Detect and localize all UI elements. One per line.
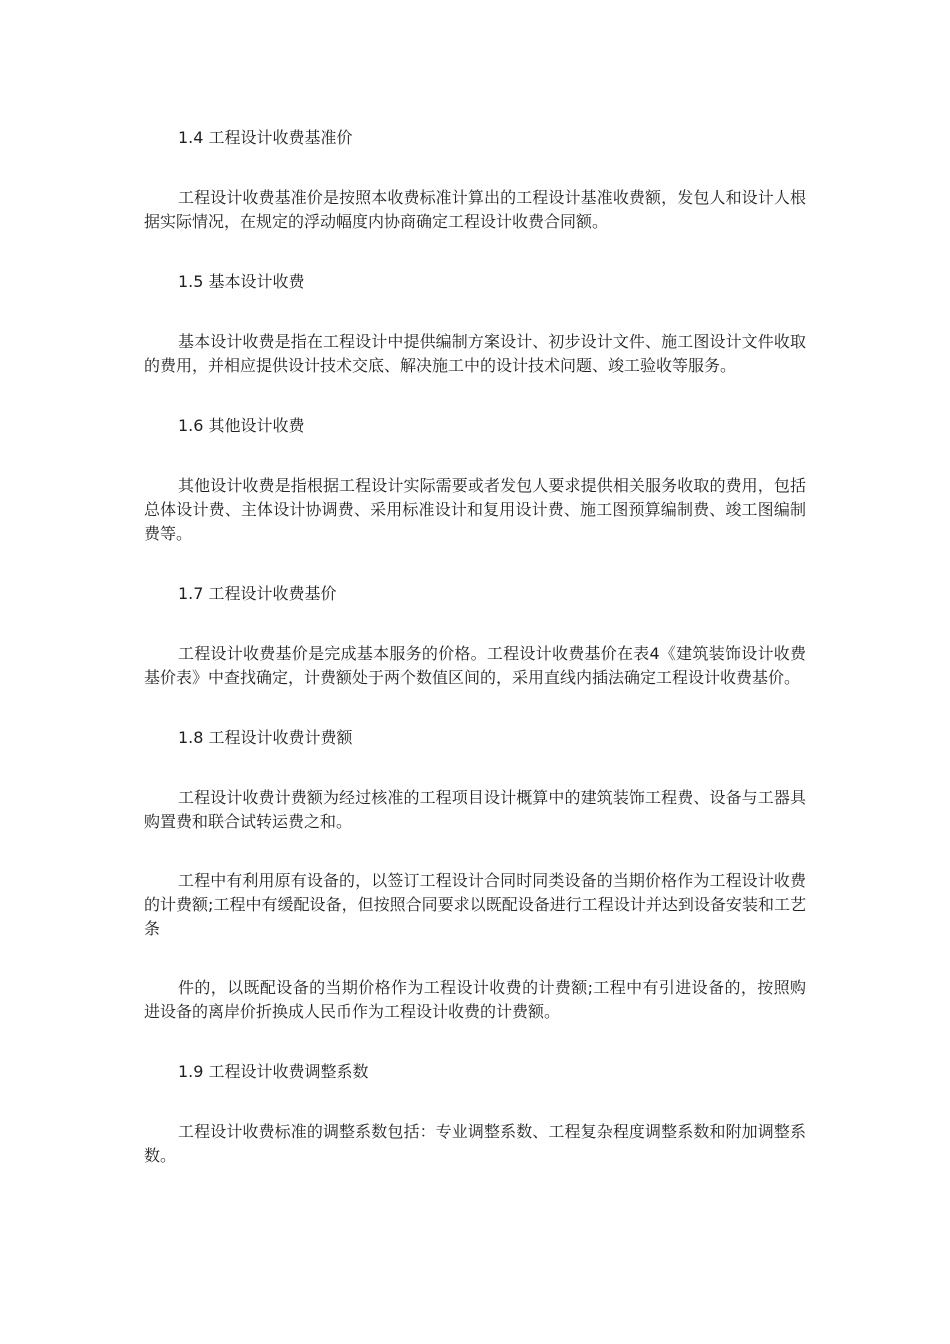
- paragraph-1-8-b: 工程中有利用原有设备的，以签订工程设计合同时同类设备的当期价格作为工程设计收费的计费额;工程中有缓配设备，但按照合同要求以既配设备进行工程设计并达到设备安装和工艺条: [144, 871, 806, 938]
- section-heading-1-5: 1.5 基本设计收费: [178, 272, 305, 291]
- section-heading-1-7: 1.7 工程设计收费基价: [178, 584, 337, 603]
- paragraph-1-9: 工程设计收费标准的调整系数包括：专业调整系数、工程复杂程度调整系数和附加调整系数。: [144, 1122, 806, 1165]
- section-heading-1-8: 1.8 工程设计收费计费额: [178, 728, 353, 747]
- document-page: [144, 126, 806, 1168]
- section-heading-1-9: 1.9 工程设计收费调整系数: [178, 1062, 369, 1081]
- paragraph-1-8-c: 件的，以既配设备的当期价格作为工程设计收费的计费额;工程中有引进设备的，按照购进设备的离岸价折换成人民币作为工程设计收费的计费额。: [144, 978, 806, 1021]
- paragraph-1-7: 工程设计收费基价是完成基本服务的价格。工程设计收费基价在表4《建筑装饰设计收费基价表》中查找确定，计费额处于两个数值区间的，采用直线内插法确定工程设计收费基价。: [144, 644, 806, 687]
- section-heading-1-4: 1.4 工程设计收费基准价: [178, 128, 353, 147]
- section-heading-1-6: 1.6 其他设计收费: [178, 416, 305, 435]
- paragraph-1-8-a: 工程设计收费计费额为经过核准的工程项目设计概算中的建筑装饰工程费、设备与工器具购置费和联合试转运费之和。: [144, 788, 806, 831]
- paragraph-1-6: 其他设计收费是指根据工程设计实际需要或者发包人要求提供相关服务收取的费用，包括总体设计费、主体设计协调费、采用标准设计和复用设计费、施工图预算编制费、竣工图编制费等。: [144, 476, 806, 543]
- paragraph-1-4: 工程设计收费基准价是按照本收费标准计算出的工程设计基准收费额，发包人和设计人根据实际情况，在规定的浮动幅度内协商确定工程设计收费合同额。: [144, 188, 806, 231]
- paragraph-1-5: 基本设计收费是指在工程设计中提供编制方案设计、初步设计文件、施工图设计文件收取的费用，并相应提供设计技术交底、解决施工中的设计技术问题、竣工验收等服务。: [144, 332, 806, 375]
